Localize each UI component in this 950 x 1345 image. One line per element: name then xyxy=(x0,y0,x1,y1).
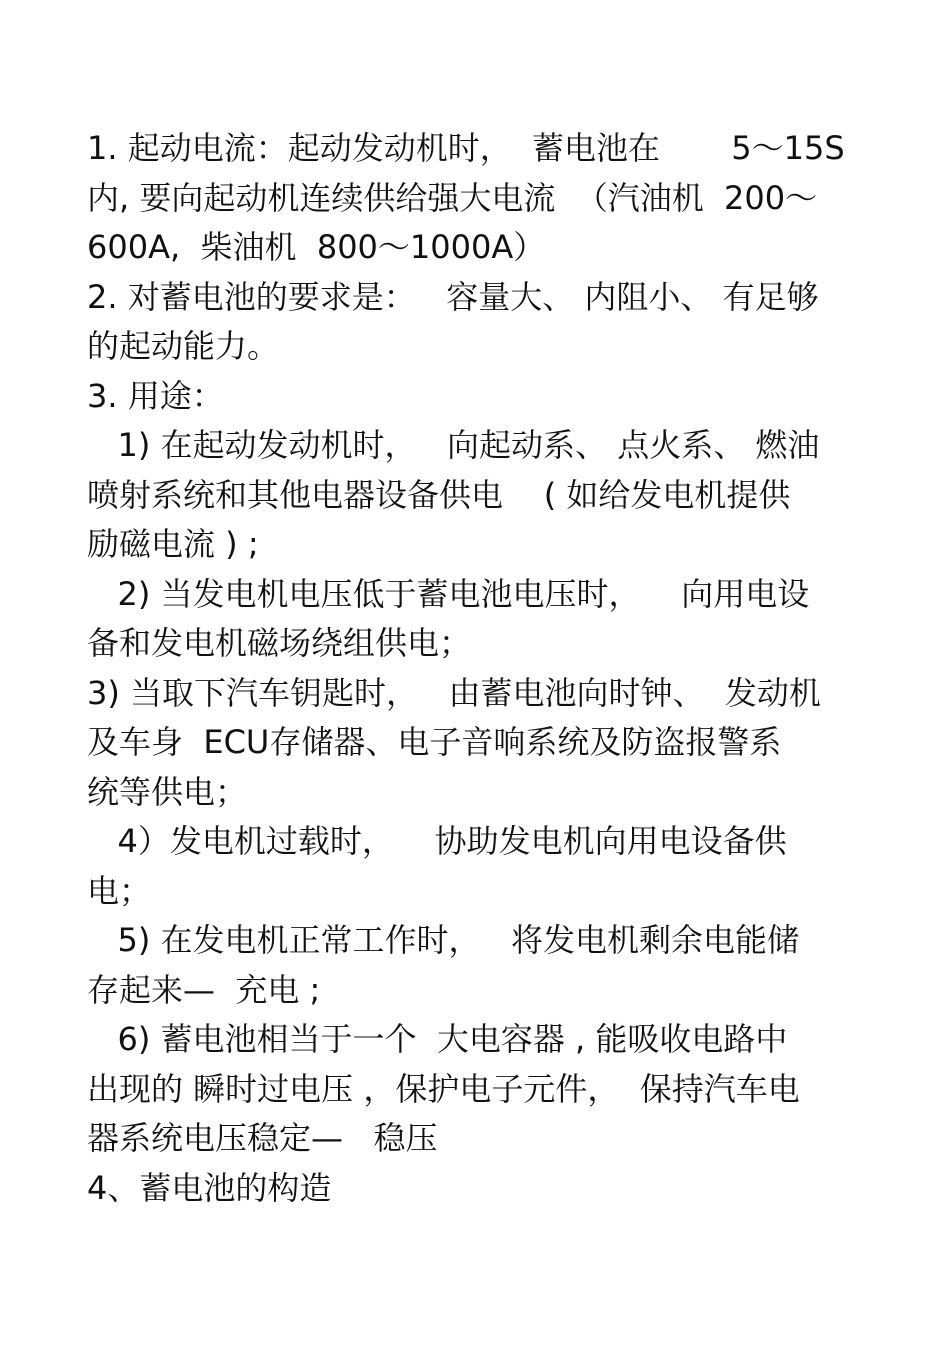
text-line-10: 2) 当发电机电压低于蓄电池电压时， 向用电设 xyxy=(87,574,810,613)
text-line-5: 的起动能力。 xyxy=(87,327,280,365)
text-line-15: 4）发电机过载时， 协助发电机向用电设备供 xyxy=(87,822,787,860)
text-line-21: 器系统电压稳定— 稳压 xyxy=(87,1119,438,1157)
text-line-17: 5) 在发电机正常工作时， 将发电机剩余电能储 xyxy=(87,921,800,959)
text-line-9: 励磁电流 ) ; xyxy=(87,525,259,563)
text-line-14: 统等供电； xyxy=(87,772,248,811)
text-line-11: 备和发电机磁场绕组供电； xyxy=(87,624,472,662)
text-line-16: 电； xyxy=(87,871,152,910)
text-line-12: 3) 当取下汽车钥匙时， 由蓄电池向时钟、 发动机 xyxy=(87,673,821,712)
text-line-4: 2. 对蓄电池的要求是： 容量大、 内阻小、 有足够 xyxy=(87,277,819,316)
text-line-8: 喷射系统和其他电器设备供电 ( 如给发电机提供 xyxy=(87,475,791,514)
text-line-6: 3. 用途： xyxy=(87,376,224,415)
text-line-20: 出现的 瞬时过电压 ，保护电子元件， 保持汽车电 xyxy=(87,1069,800,1108)
text-line-19: 6) 蓄电池相当于一个 大电容器 , 能吸收电路中 xyxy=(87,1020,788,1058)
document-body xyxy=(87,124,887,1213)
text-line-2: 内, 要向起动机连续供给强大电流 （汽油机 200～ xyxy=(87,178,818,217)
text-line-3: 600A, 柴油机 800～1000A） xyxy=(87,228,546,266)
text-line-13: 及车身 ECU存储器、电子音响系统及防盗报警系 xyxy=(87,723,782,761)
text-line-18: 存起来— 充电 ; xyxy=(87,970,321,1009)
text-line-22: 4、蓄电池的构造 xyxy=(87,1168,332,1207)
text-line-1: 1. 起动电流：起动发动机时， 蓄电池在 5～15S xyxy=(87,129,845,167)
text-line-7: 1) 在起动发动机时， 向起动系、 点火系、 燃油 xyxy=(87,426,820,464)
